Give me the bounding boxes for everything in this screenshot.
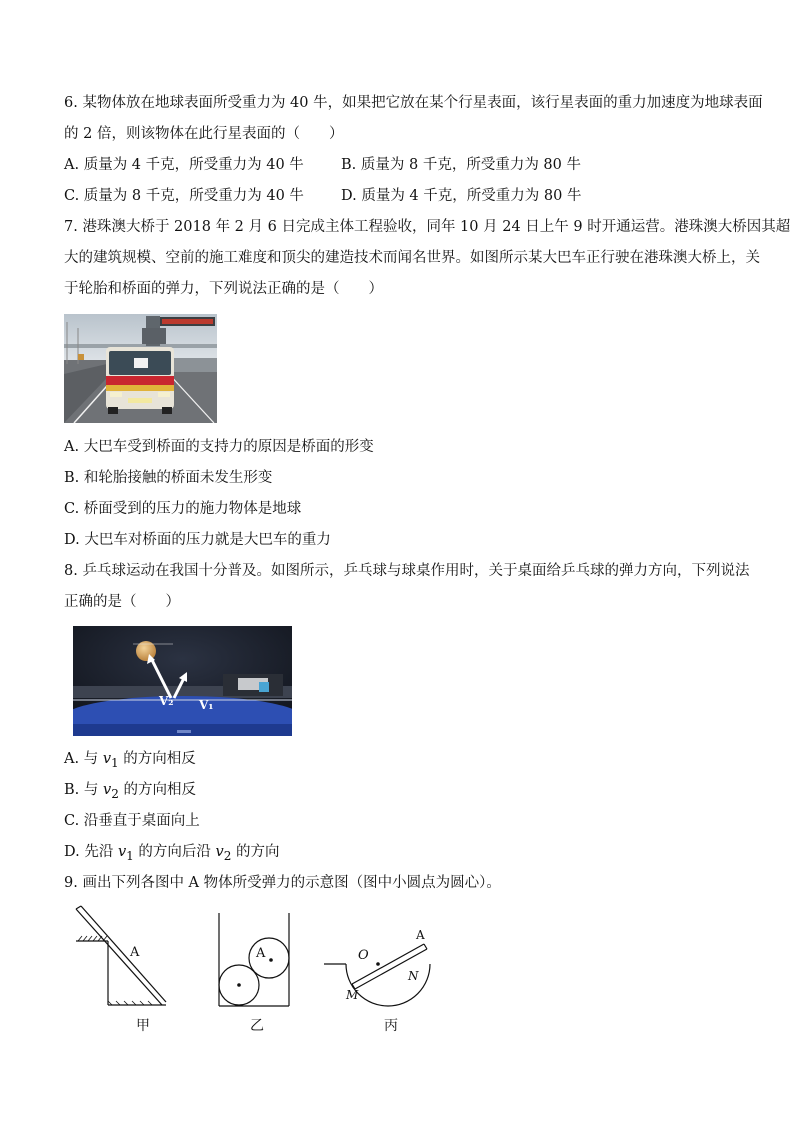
q8-d-sub2: 2 (223, 848, 232, 863)
q8-a-prefix: A. 与 (64, 751, 103, 767)
fig-bing-caption: 丙 (384, 1018, 398, 1034)
fig-bing-label-n: N (408, 969, 419, 983)
q8-b-sub: 2 (111, 786, 119, 801)
q6-option-a: A. 质量为 4 千克，所受重力为 40 牛 (64, 157, 304, 173)
ping-pong-illustration (73, 626, 292, 736)
v1-label: V₁ (199, 698, 214, 712)
q7-option-d: D. 大巴车对桥面的压力就是大巴车的重力 (64, 532, 331, 548)
fig-jia-caption: 甲 (136, 1018, 150, 1034)
q6-stem-line2: 的 2 倍，则该物体在此行星表面的（ ） (64, 126, 344, 142)
fig-jia-label-a: A (130, 945, 140, 960)
q8-b-suffix: 的方向相反 (118, 782, 196, 798)
q8-a-var: v (102, 751, 112, 767)
q6-option-c: C. 质量为 8 千克，所受重力为 40 牛 (64, 188, 304, 204)
q8-option-d (64, 842, 280, 866)
q7-option-b: B. 和轮胎接触的桥面未发生形变 (64, 470, 273, 486)
bus-on-bridge-photo (64, 314, 217, 423)
q8-d-var1: v (117, 844, 127, 860)
q8-b-prefix: B. 与 (64, 782, 103, 798)
q8-b-var: v (102, 782, 112, 798)
q8-option-b (64, 780, 196, 804)
fig-bing-label-m: M (346, 988, 359, 1002)
q8-stem-line1: 8. 乒乓球运动在我国十分普及。如图所示，乒乓球与球桌作用时，关于桌面给乒乓球的弹力方向，下列说法 (64, 563, 750, 579)
q8-a-suffix: 的方向相反 (118, 751, 196, 767)
q6-option-b: B. 质量为 8 千克，所受重力为 80 牛 (341, 157, 581, 173)
q8-d-suffix: 的方向 (231, 844, 280, 860)
figure-jia-rod-on-corner (72, 905, 172, 1010)
q7-option-c: C. 桥面受到的压力的施力物体是地球 (64, 501, 302, 517)
q6-stem-line1: 6. 某物体放在地球表面所受重力为 40 牛，如果把它放在某个行星表面，该行星表面的重力加速度为地球表面 (64, 95, 763, 111)
q8-d-sub1: 1 (126, 848, 134, 863)
q9-stem-line1: 9. 画出下列各图中 A 物体所受弹力的示意图（图中小圆点为圆心）。 (64, 875, 501, 891)
fig-bing-label-o: O (358, 948, 369, 963)
q7-stem-line3: 于轮胎和桥面的弹力，下列说法正确的是（ ） (64, 281, 383, 297)
q7-stem-line2: 大的建筑规模、空前的施工难度和顶尖的建造技术而闻名世界。如图所示某大巴车正行驶在港珠澳大桥上，关 (64, 250, 760, 266)
q7-option-a: A. 大巴车受到桥面的支持力的原因是桥面的形变 (64, 439, 374, 455)
q8-d-var2: v (215, 844, 224, 860)
q8-a-sub: 1 (111, 755, 119, 770)
figure-yi-two-balls-in-box (214, 913, 292, 1009)
v2-label: V₂ (159, 694, 174, 708)
q8-option-c: C. 沿垂直于桌面向上 (64, 813, 200, 829)
q6-option-d: D. 质量为 4 千克，所受重力为 80 牛 (341, 188, 582, 204)
ping-pong-photo (73, 626, 292, 736)
q7-stem-line1: 7. 港珠澳大桥于 2018 年 2 月 6 日完成主体工程验收，同年 10 月 24 日上午 9 时开通运营。港珠澳大桥因其超 (64, 219, 791, 235)
q8-option-a (64, 749, 196, 773)
fig-bing-label-a: A (416, 928, 425, 942)
q8-d-middle: 的方向后沿 (133, 844, 216, 860)
figure-bing-rod-in-bowl (322, 928, 446, 1010)
bus-illustration (64, 314, 217, 423)
fig-yi-label-a: A (256, 946, 266, 961)
q8-stem-line2: 正确的是（ ） (64, 594, 180, 610)
fig-yi-caption: 乙 (250, 1018, 264, 1034)
q8-d-prefix: D. 先沿 (64, 844, 118, 860)
